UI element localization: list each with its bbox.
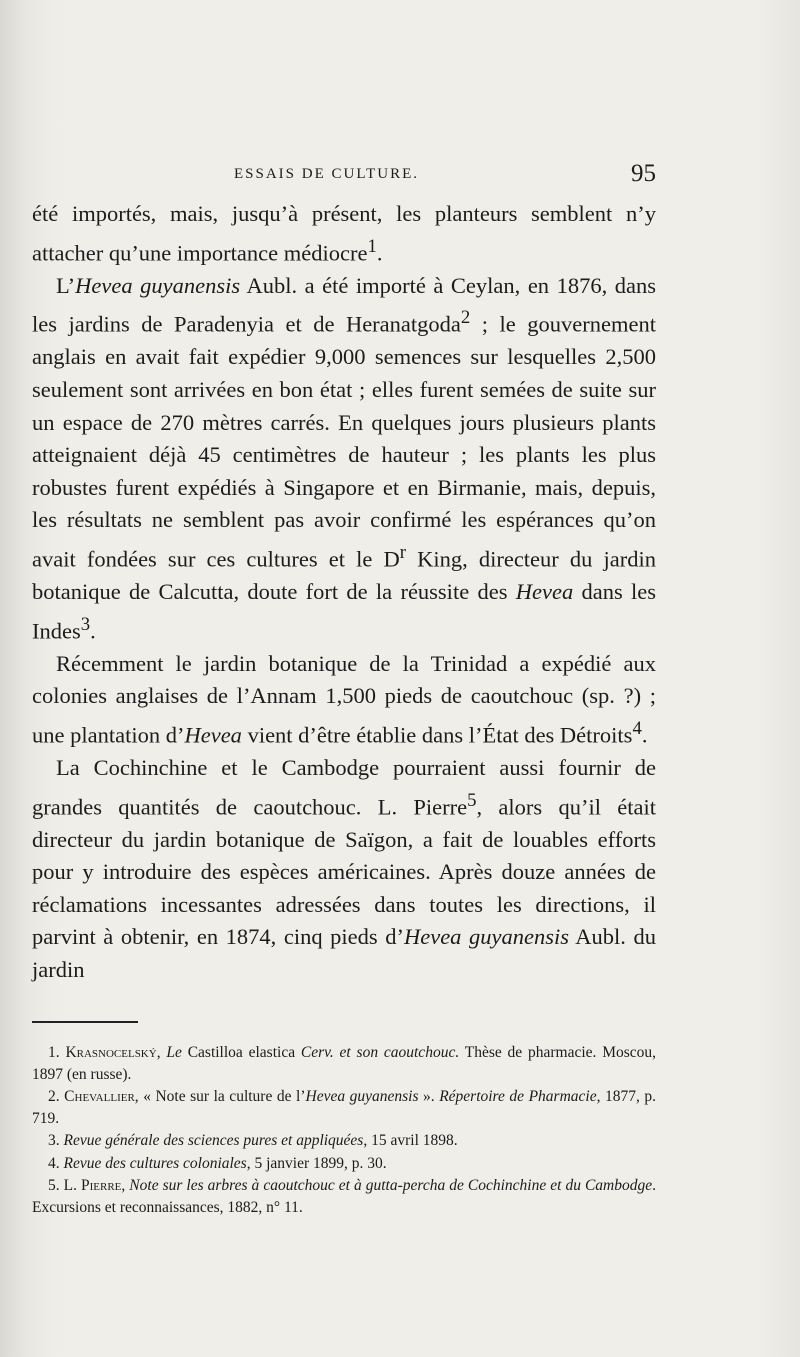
footnote xyxy=(32,1175,656,1218)
text-run: été importés, mais, jusqu’à présent, les planteurs semblent n’y attacher qu’une importance médiocre xyxy=(32,201,656,266)
body-text xyxy=(32,198,656,987)
text-run: Thèse de pharmacie. Moscou, 1897 (en russe). xyxy=(32,1044,657,1083)
text-run: King, directeur du jardin botanique de Calcutta, doute fort de la réussite des xyxy=(32,546,657,605)
text-run: 1. xyxy=(48,1044,66,1061)
text-run: . Excursions et reconnaissances, 1882, n° 11. xyxy=(32,1177,656,1216)
footnote xyxy=(32,1130,656,1152)
italic-text: Revue générale des sciences pures et appliquées xyxy=(63,1132,364,1149)
italic-text: Hevea guyanensis xyxy=(403,924,569,950)
text-run: L’ xyxy=(56,272,76,298)
italic-text: Note sur les arbres à caoutchouc et à gutta-percha de Cochinchine et du Cambodge xyxy=(129,1177,653,1194)
text-run: , xyxy=(121,1177,130,1194)
text-run: ; le gouvernement anglais en avait fait expédier 9,000 semences sur lesquelles 2,500 seulement sont arrivées en bon état ; elles furent semées de suite sur un espace de 270 mètres carrés. En quelques jours plusieurs plants atteignaient déjà 45 centimètres de hauteur ; les plants les plus robustes furent expédiés à Singapore et en Birmanie, mais, depuis, les résultats ne semblent pas avoir confirmé les espérances qu’on avait fondées sur ces cultures et le D xyxy=(32,311,656,572)
italic-text: Cerv. et son caoutchouc. xyxy=(300,1044,460,1061)
text-run: 4. xyxy=(48,1154,64,1172)
italic-text: Hevea guyanensis xyxy=(75,272,241,298)
italic-text: Répertoire de Pharmacie xyxy=(439,1088,597,1105)
italic-text: Revue des cultures coloniales xyxy=(63,1154,247,1172)
text-run: 2. xyxy=(48,1088,65,1105)
text-run: . xyxy=(376,240,383,266)
text-run: 5. L. xyxy=(48,1177,81,1194)
text-run: , xyxy=(156,1044,167,1061)
paragraph xyxy=(32,648,656,752)
italic-text: Hevea xyxy=(515,579,574,605)
text-run: Castilloa elastica xyxy=(181,1044,301,1061)
footnote-ref: r xyxy=(399,541,406,563)
text-run: , alors qu’il était directeur du jardin botanique de Saïgon, a fait de louables efforts pour y introduire des espèces américaines. Après douze années de réclamations incessantes adressées dans toutes les directions, il parvint à obtenir, en 1874, cinq pieds d’ xyxy=(32,794,656,950)
text-run: Pierre xyxy=(81,1177,122,1194)
text-run: , 1877, p. 719. xyxy=(32,1088,657,1127)
page-number: 95 xyxy=(631,160,656,187)
text-run: , 5 janvier 1899, p. 30. xyxy=(246,1154,387,1172)
footnote-divider xyxy=(32,1021,138,1023)
paragraph xyxy=(32,198,656,270)
paragraph xyxy=(32,752,656,987)
text-run: dans les Indes xyxy=(32,579,656,644)
text-run: Chevallier xyxy=(64,1088,135,1105)
footnote-ref: 4 xyxy=(632,717,642,739)
page-header xyxy=(32,160,656,200)
text-run: Aubl. du jardin xyxy=(32,924,656,983)
italic-text: Hevea xyxy=(184,722,242,748)
text-run: Krasnocelský xyxy=(65,1044,157,1061)
text-run: Récemment le jardin botanique de la Trinidad a expédié aux colonies anglaises de l’Annam 1,500 pieds de caoutchouc (sp. ?) ; une plantation d’ xyxy=(32,650,656,748)
italic-text: Hevea guyanensis xyxy=(305,1088,419,1105)
footnote-ref: 3 xyxy=(80,613,91,635)
text-run: Aubl. a été importé à Ceylan, en 1876, dans les jardins de Paradenyia et de Heranatgoda xyxy=(32,272,656,337)
paragraph xyxy=(32,270,656,648)
footnote-ref: 5 xyxy=(467,789,477,811)
text-run: La Cochinchine et le Cambodge pourraient aussi fournir de grandes quantités de caoutchouc. L. Pierre xyxy=(32,755,656,820)
text-run: vient d’être établie dans l’État des Détroits xyxy=(241,722,633,748)
italic-text: Le xyxy=(166,1044,182,1061)
footnote xyxy=(32,1042,656,1085)
footnote-ref: 1 xyxy=(367,235,377,257)
text-run: ». xyxy=(418,1088,440,1105)
text-run: , « Note sur la culture de l’ xyxy=(134,1088,306,1105)
running-title: ESSAIS DE CULTURE. xyxy=(234,166,420,182)
footnotes xyxy=(32,1042,656,1219)
text-run: 3. xyxy=(48,1132,64,1149)
footnote xyxy=(32,1086,656,1129)
text-run: . xyxy=(641,722,648,748)
text-run: . xyxy=(90,618,96,644)
footnote-ref: 2 xyxy=(460,307,471,329)
text-run: , 15 avril 1898. xyxy=(363,1132,458,1149)
footnote xyxy=(32,1153,656,1175)
